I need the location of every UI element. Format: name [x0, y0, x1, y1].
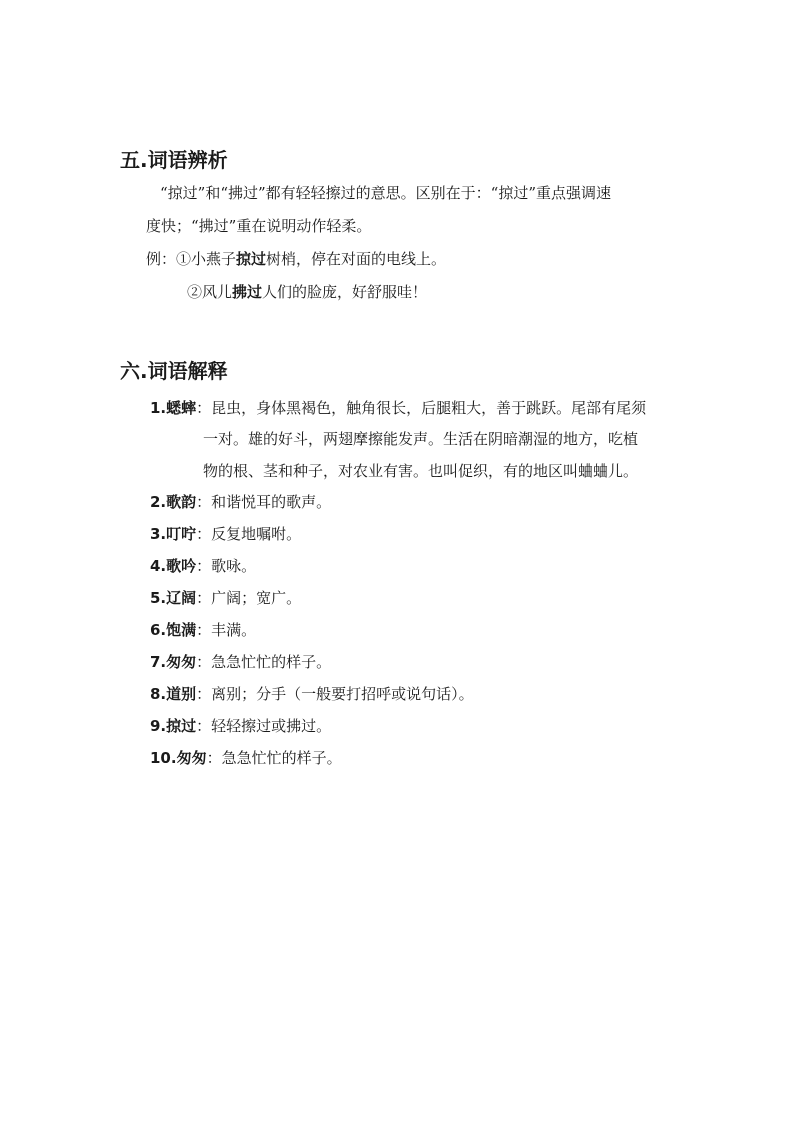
definition-entry-1-line-3: 物的根、茎和种子，对农业有害。也叫促织，有的地区叫蛐蛐儿。 — [203, 462, 639, 480]
definition-separator: ： — [196, 493, 212, 511]
definition-separator: ： — [196, 621, 212, 639]
definition-term: 7.匆匆 — [150, 653, 197, 671]
example-1-keyword: 掠过 — [236, 250, 267, 268]
definition-entry-2 — [150, 492, 331, 512]
definition-text: 广阔；宽广。 — [211, 589, 302, 607]
definition-term: 10.匆匆 — [150, 749, 207, 767]
example-2-keyword: 拂过 — [232, 283, 263, 301]
definition-separator: ： — [196, 589, 212, 607]
definition-text: 反复地嘱咐。 — [211, 525, 302, 543]
definition-entry-4 — [150, 556, 256, 576]
section-six-title: 六.词语解释 — [120, 359, 228, 383]
definition-separator: ： — [196, 557, 212, 575]
section-five-paragraph-line-1: “掠过”和“拂过”都有轻轻擦过的意思。区别在于：“掠过”重点强调速 — [160, 184, 612, 202]
definition-entry-1-line-2: 一对。雄的好斗，两翅摩擦能发声。生活在阴暗潮湿的地方，吃植 — [203, 430, 639, 448]
definition-text: 急急忙忙的样子。 — [211, 653, 332, 671]
definition-term: 3.叮咛 — [150, 525, 197, 543]
section-five-example-1 — [146, 249, 446, 269]
section-five-title: 五.词语辨析 — [120, 148, 228, 172]
section-five-example-2 — [187, 282, 427, 302]
definition-separator: ： — [196, 653, 212, 671]
definition-entry-1 — [150, 398, 646, 418]
definition-term: 6.饱满 — [150, 621, 197, 639]
definition-term: 1.蟋蟀 — [150, 399, 197, 417]
definition-separator: ： — [206, 749, 222, 767]
definition-text: 轻轻擦过或拂过。 — [211, 717, 332, 735]
definition-entry-7 — [150, 652, 331, 672]
example-2-prefix: ②风儿 — [187, 283, 233, 301]
section-five-paragraph-line-2: 度快；“拂过”重在说明动作轻柔。 — [146, 217, 372, 235]
example-1-prefix: 例：①小燕子 — [146, 250, 237, 268]
definition-term: 2.歌韵 — [150, 493, 197, 511]
definition-entry-8 — [150, 684, 474, 704]
definition-entry-10 — [150, 748, 342, 768]
example-2-suffix: 人们的脸庞，好舒服哇！ — [262, 283, 428, 301]
definition-separator: ： — [196, 399, 212, 417]
example-1-suffix: 树梢，停在对面的电线上。 — [266, 250, 447, 268]
definition-text: 昆虫，身体黑褐色，触角很长，后腿粗大，善于跳跃。尾部有尾须 — [211, 399, 647, 417]
definition-entry-5 — [150, 588, 301, 608]
definition-term: 9.掠过 — [150, 717, 197, 735]
definition-text: 和谐悦耳的歌声。 — [211, 493, 332, 511]
definition-term: 5.辽阔 — [150, 589, 197, 607]
definition-separator: ： — [196, 717, 212, 735]
definition-term: 4.歌吟 — [150, 557, 197, 575]
definition-entry-3 — [150, 524, 301, 544]
definition-separator: ： — [196, 685, 212, 703]
definition-separator: ： — [196, 525, 212, 543]
definition-entry-6 — [150, 620, 256, 640]
definition-entry-9 — [150, 716, 331, 736]
definition-text: 丰满。 — [211, 621, 257, 639]
definition-text: 离别；分手（一般要打招呼或说句话）。 — [211, 685, 474, 703]
definition-text: 歌咏。 — [211, 557, 257, 575]
definition-text: 急急忙忙的样子。 — [221, 749, 342, 767]
definition-term: 8.道别 — [150, 685, 197, 703]
